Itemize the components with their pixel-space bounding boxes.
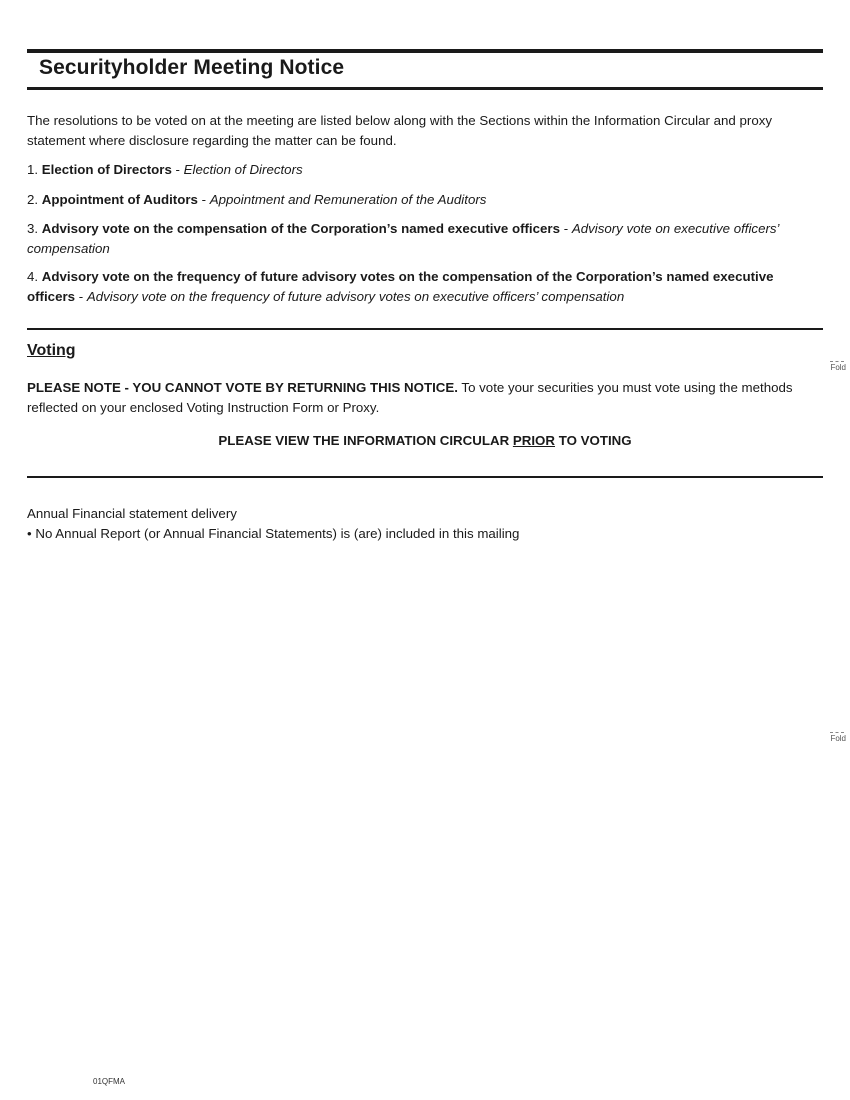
annual-statement-title: Annual Financial statement delivery: [27, 506, 237, 521]
fold-mark-bottom: [830, 732, 846, 743]
header-bottom-rule: [27, 87, 823, 90]
resolution-number: 3.: [27, 221, 39, 236]
form-code: 01QFMA: [93, 1077, 126, 1086]
resolution-section: Advisory vote on executive officers’ compensation: [27, 221, 779, 256]
view-circular-after: TO VOTING: [555, 433, 632, 448]
voting-heading: Voting: [27, 342, 76, 359]
view-circular-notice: [27, 433, 823, 448]
voting-note-warning: PLEASE NOTE - YOU CANNOT VOTE BY RETURNING THIS NOTICE.: [27, 380, 458, 395]
voting-bottom-rule: [27, 476, 823, 478]
header-top-rule: [27, 49, 823, 53]
resolution-number: 1.: [27, 162, 39, 177]
view-circular-prior: PRIOR: [512, 433, 556, 448]
resolution-separator: -: [197, 192, 210, 207]
resolution-section: Advisory vote on the frequency of future advisory votes on executive officers’ compensation: [86, 289, 625, 304]
resolution-separator: -: [560, 221, 572, 236]
page-title: Securityholder Meeting Notice: [39, 56, 345, 79]
resolution-separator: -: [171, 162, 184, 177]
resolution-separator: -: [75, 289, 87, 304]
annual-statement-section: [27, 504, 823, 544]
resolution-title: Appointment of Auditors: [41, 192, 198, 207]
fold-mark-top: [830, 361, 846, 372]
resolution-number: 4.: [27, 269, 39, 284]
voting-note: [27, 378, 823, 418]
resolution-title: Advisory vote on the compensation of the Corporation’s named executive officers: [41, 221, 560, 236]
resolution-number: 2.: [27, 192, 39, 207]
resolution-title: Election of Directors: [41, 162, 172, 177]
intro-text: The resolutions to be voted on at the meeting are listed below along with the Sections within the Information Circular and proxy statement where disclosure regarding the matter can be found.: [27, 113, 773, 148]
resolution-title: Advisory vote on the frequency of future advisory votes on the compensation of the Corporation’s named executive officers: [27, 269, 774, 304]
intro-paragraph: [27, 111, 823, 151]
resolution-item: [27, 267, 823, 307]
annual-statement-bullet: • No Annual Report (or Annual Financial Statements) is (are) included in this mailing: [27, 526, 520, 541]
resolution-item: [27, 160, 823, 180]
resolution-item: [27, 190, 823, 210]
resolution-section: Election of Directors: [183, 162, 303, 177]
resolution-item: [27, 219, 823, 259]
voting-note-instructions: To vote your securities you must vote using the methods reflected on your enclosed Voting Instruction Form or Proxy.: [27, 380, 793, 415]
fold-label: Fold: [830, 734, 846, 743]
fold-label: Fold: [830, 363, 846, 372]
resolution-section: Appointment and Remuneration of the Auditors: [209, 192, 487, 207]
voting-top-rule: [27, 328, 823, 330]
view-circular-before: PLEASE VIEW THE INFORMATION CIRCULAR: [218, 433, 513, 448]
